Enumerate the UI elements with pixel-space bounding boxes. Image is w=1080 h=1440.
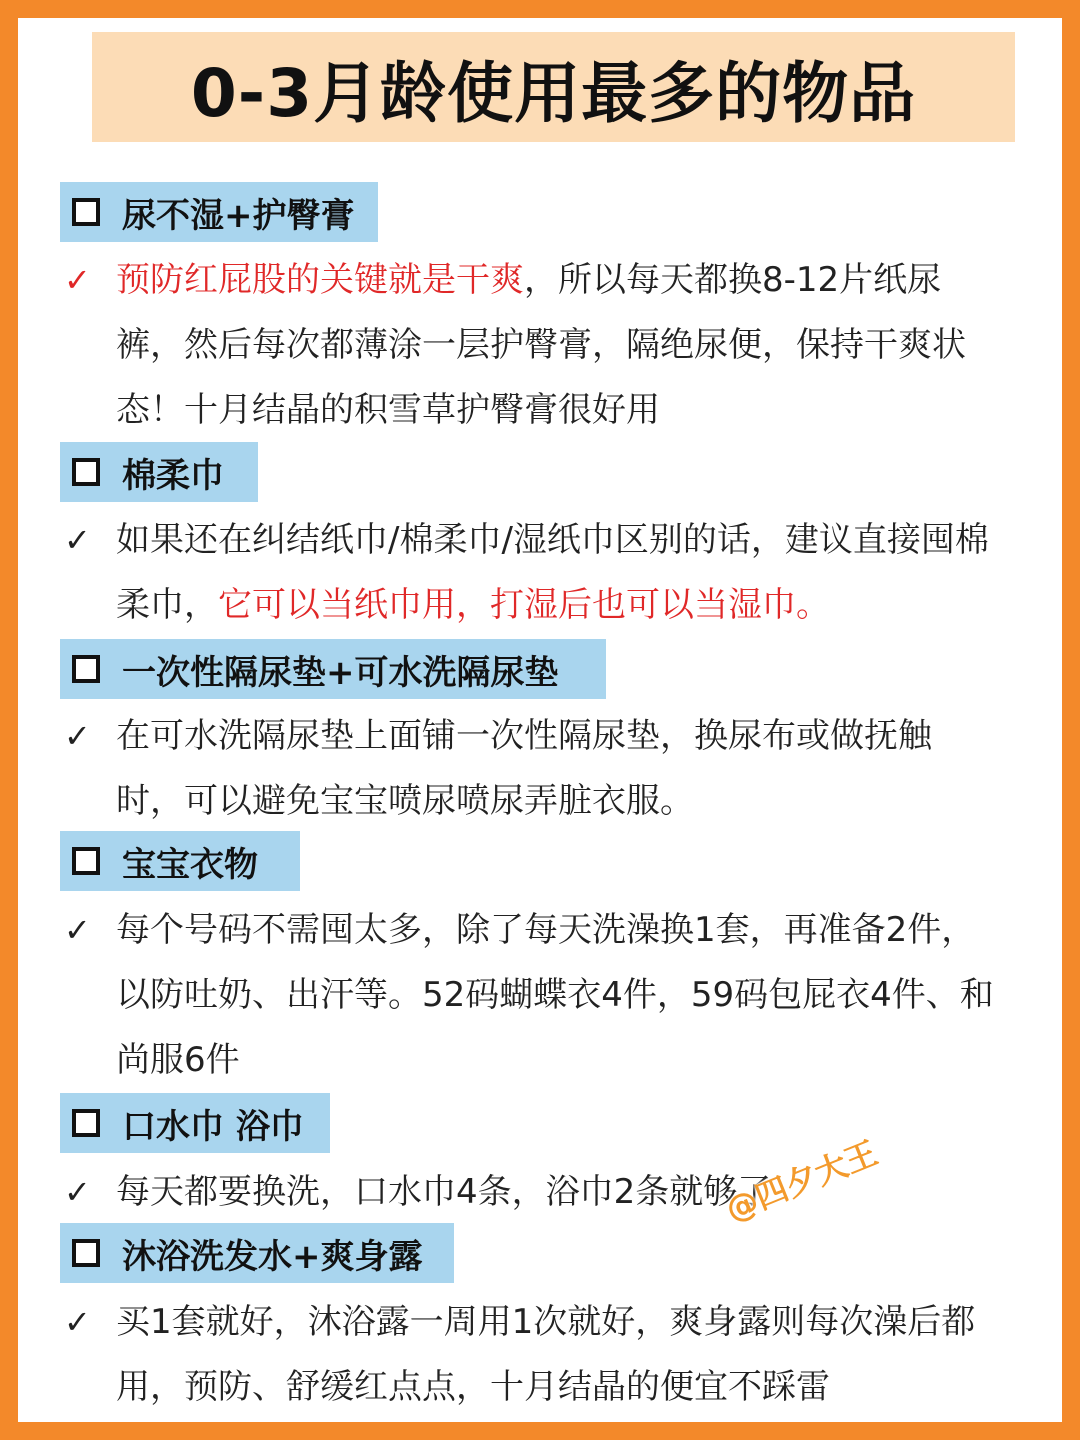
section-body-2: [64, 508, 1004, 638]
section-heading-4: [60, 831, 300, 891]
page-title: 0-3月龄使用最多的物品: [190, 54, 917, 132]
section-body-1: [64, 248, 1004, 443]
section-heading-text: 口水巾 浴巾: [122, 1106, 304, 1147]
checkbox-icon: [72, 1109, 100, 1137]
highlight-text: 预防红屁股的关键就是干爽: [116, 260, 524, 300]
check-icon: ✓: [64, 717, 91, 755]
check-icon: ✓: [64, 521, 91, 559]
body-text: 每个号码不需囤太多，除了每天洗澡换1套，再准备2件，以防吐奶、出汗等。52码蝴蝶衣4件，59码包屁衣4件、和尚服6件: [116, 910, 994, 1080]
body-text: ，所以每天都换8-12片纸尿裤，然后每次都薄涂一层护臀膏，隔绝尿便，保持干爽状态！十月结晶的积雪草护臀膏很好用: [116, 260, 966, 430]
section-heading-3: [60, 639, 606, 699]
section-heading-1: [60, 182, 378, 242]
check-icon: ✓: [64, 911, 91, 949]
checkbox-icon: [72, 655, 100, 683]
checkbox-icon: [72, 847, 100, 875]
section-heading-5: [60, 1093, 330, 1153]
checkbox-icon: [72, 458, 100, 486]
title-banner: [92, 32, 1015, 142]
body-text: 在可水洗隔尿垫上面铺一次性隔尿垫，换尿布或做抚触时，可以避免宝宝喷尿喷尿弄脏衣服。: [116, 716, 932, 821]
section-body-3: [64, 704, 1004, 834]
check-icon: ✓: [64, 1173, 91, 1211]
section-heading-text: 尿不湿+护臀膏: [122, 195, 355, 236]
section-heading-2: [60, 442, 258, 502]
section-body-6: [64, 1290, 1004, 1420]
body-text: 如果还在纠结纸巾/棉柔巾/湿纸巾区别的话，建议直接囤棉柔巾，: [116, 520, 989, 625]
body-text: 每天都要换洗，口水巾4条，浴巾2条就够了: [116, 1172, 772, 1212]
body-text: 买1套就好，沐浴露一周用1次就好，爽身露则每次澡后都用，预防、舒缓红点点，十月结晶的便宜不踩雷: [116, 1302, 976, 1407]
check-icon: ✓: [64, 1303, 91, 1341]
section-body-4: [64, 898, 1004, 1093]
highlight-text: 它可以当纸巾用，打湿后也可以当湿巾。: [218, 585, 830, 625]
section-heading-text: 宝宝衣物: [122, 844, 258, 885]
section-heading-text: 棉柔巾: [122, 455, 224, 496]
checkbox-icon: [72, 1239, 100, 1267]
watermark: @四夕大王: [720, 1133, 883, 1229]
section-heading-text: 沐浴洗发水+爽身露: [122, 1236, 423, 1277]
check-icon: ✓: [64, 261, 91, 299]
page: [18, 18, 1062, 1422]
section-heading-6: [60, 1223, 454, 1283]
section-heading-text: 一次性隔尿垫+可水洗隔尿垫: [122, 652, 559, 693]
checkbox-icon: [72, 198, 100, 226]
